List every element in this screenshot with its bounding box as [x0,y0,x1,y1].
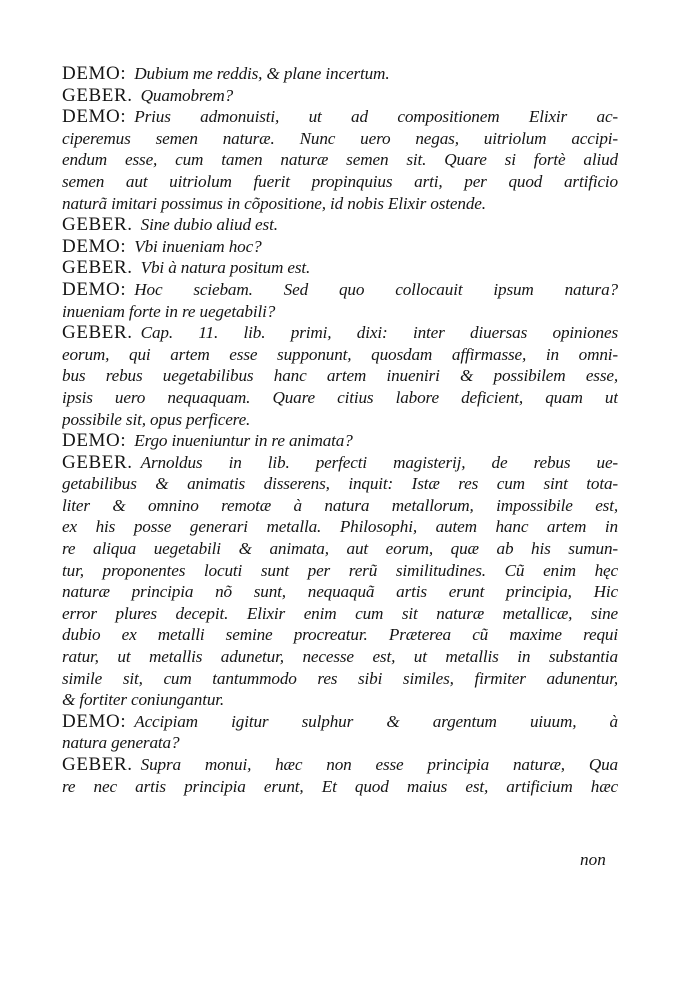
line-text: Accipiam igitur sulphur & argentum uiuum, à [134,711,618,731]
line-text: ciperemus semen naturæ. Nunc uero negas, uitriolum accipi- [62,128,618,148]
line-text: Supra monui, hæc non esse principia naturæ, Qua [140,755,618,774]
line-text: semen aut uitriolum fuerit propinquius arti, per quod artificio [62,171,618,191]
speaker-label: GEBER. [62,451,133,473]
text-line [62,279,618,301]
text-line [62,236,618,258]
text-line [62,668,618,690]
line-text: eorum, qui artem esse supponunt, quosdam affirmasse, in omni- [62,344,618,364]
line-text: bus rebus uegetabilibus hanc artem inueniri & possibilem esse, [62,366,618,386]
text-line [62,624,618,646]
speaker-label: GEBER. [62,257,133,279]
text-line [62,646,618,668]
text-line [62,387,618,409]
speaker-label: DEMO: [62,63,127,84]
line-text: Arnoldus in lib. perfecti magisterij, de rebus ue- [140,452,618,472]
text-line [62,776,618,798]
dialogue-text [62,63,618,797]
catchword: non [580,850,606,869]
speaker-label: GEBER. [62,322,133,344]
text-line [62,538,618,560]
text-line [62,214,618,236]
line-text: liter & omnino remotæ à natura metallorum, impossibile est, [62,495,618,515]
line-text: Hoc sciebam. Sed quo collocauit ipsum natura? [134,279,618,299]
line-text: simile sit, cum tantummodo res sibi similes, firmiter adunentur, [62,668,618,688]
text-line [62,754,618,776]
speaker-label: DEMO: [62,278,127,300]
line-text: Cap. 11. lib. primi, dixi: inter diuersas opiniones [140,323,618,343]
text-line [62,603,618,625]
line-text: Prius admonuisti, ut ad compositionem Elixir ac- [134,107,618,127]
line-text: re nec artis principia erunt, Et quod maius est, artificium hæc [62,776,618,796]
speaker-label: GEBER. [62,214,133,236]
text-line [62,63,618,85]
line-text: possibile sit, opus perficere. [62,409,251,429]
text-line [62,193,618,215]
line-text: Vbi à natura positum est. [140,258,311,278]
line-text: natura generata? [62,733,180,753]
line-text: tur, proponentes locuti sunt per rerũ similitudines. Cũ enim hęc [62,560,618,580]
line-text: naturæ principia nõ sunt, nequaquã artis erunt principia, Hic [62,582,618,602]
line-text: Ergo inueniuntur in re animata? [134,431,353,451]
line-text: naturã imitari possimus in cõpositione, id nobis Elixir ostende. [62,193,486,213]
speaker-label: GEBER. [62,754,133,775]
text-line [62,409,618,431]
line-text: endum esse, cum tamen naturæ semen sit. Quare si fortè aliud [62,150,618,170]
line-text: Dubium me reddis, & plane incertum. [134,64,390,83]
text-line [62,430,618,452]
text-line [62,689,618,711]
text-line [62,128,618,150]
line-text: error plures decepit. Elixir enim cum sit naturæ metallicæ, sine [62,603,618,623]
text-line [62,257,618,279]
text-line [62,149,618,171]
line-text: ratur, ut metallis adunetur, necesse est, ut metallis in substantia [62,647,618,667]
text-line [62,581,618,603]
text-line [62,85,618,107]
line-text: ipsis uero nequaquam. Quare citius labore deficient, quam ut [62,387,618,407]
text-line [62,322,618,344]
text-line [62,516,618,538]
speaker-label: DEMO: [62,710,127,732]
text-line [62,344,618,366]
line-text: dubio ex metalli semine procreatur. Præterea cũ maxime requi [62,625,618,645]
text-line [62,106,618,128]
text-line [62,711,618,733]
text-line [62,495,618,517]
text-line [62,171,618,193]
line-text: Sine dubio aliud est. [140,215,278,235]
speaker-label: DEMO: [62,106,127,128]
line-text: Quamobrem? [140,85,234,105]
speaker-label: DEMO: [62,235,127,257]
line-text: ex his posse generari metalla. Philosophi, autem hanc artem in [62,517,618,537]
line-text: inueniam forte in re uegetabili? [62,301,276,321]
text-line [62,560,618,582]
text-line [62,301,618,323]
text-line [62,473,618,495]
text-line [62,732,618,754]
line-text: Vbi inueniam hoc? [134,236,262,256]
line-text: & fortiter coniungantur. [62,690,225,710]
text-line [62,452,618,474]
line-text: re aliqua uegetabili & animata, aut eorum, quæ ab his sumun- [62,539,618,559]
speaker-label: DEMO: [62,430,127,452]
speaker-label: GEBER. [62,84,133,106]
line-text: getabilibus & animatis disserens, inquit: Istæ res cum sint tota- [62,474,618,494]
text-line [62,365,618,387]
